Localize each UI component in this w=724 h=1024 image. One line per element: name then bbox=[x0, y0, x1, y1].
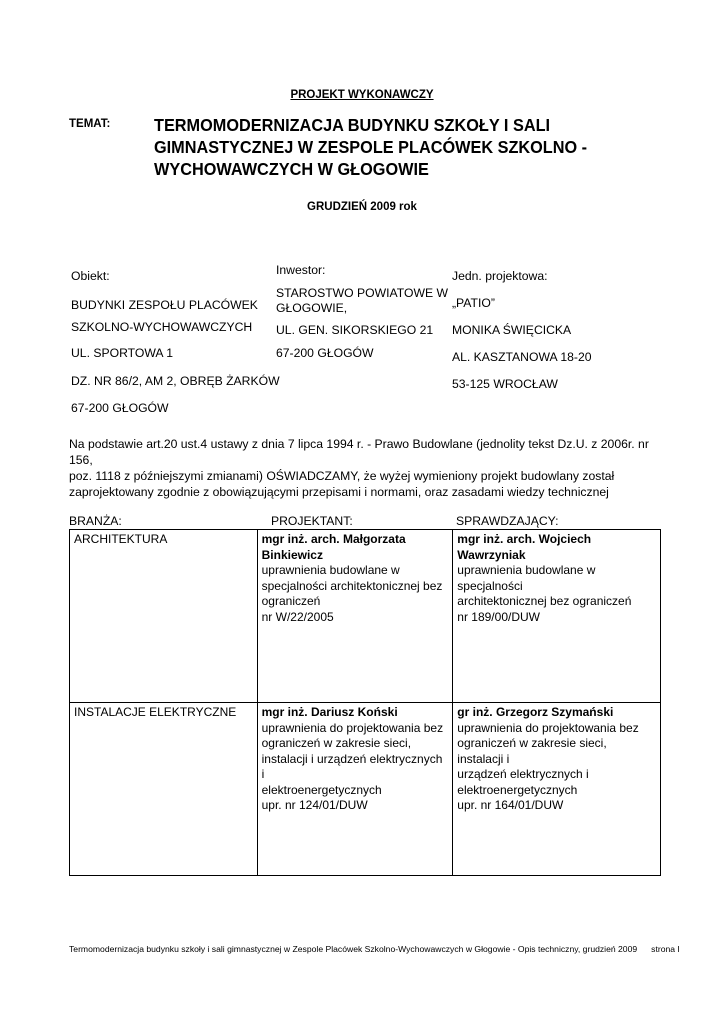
projektant-detail: elektroenergetycznych bbox=[261, 782, 382, 797]
sprawdzajacy-detail: architektonicznej bez ograniczeń bbox=[457, 594, 632, 608]
obiekt-label: Obiekt: bbox=[71, 269, 110, 283]
sprawdzajacy-name: mgr inż. arch. Wojciech Wawrzyniak bbox=[457, 532, 592, 562]
branza-label: ARCHITEKTURA bbox=[74, 532, 168, 546]
sprawdzajacy-cell bbox=[453, 530, 661, 703]
obiekt-line: 67-200 GŁOGÓW bbox=[71, 401, 169, 415]
title-line: GIMNASTYCZNEJ W ZESPOLE PLACÓWEK SZKOLNO - bbox=[154, 137, 588, 157]
branza-cell bbox=[70, 703, 258, 876]
statement-line: zaprojektowany zgodnie z obowiązującymi przepisami i normami, oraz zasadami wiedzy technicznej bbox=[69, 485, 609, 499]
sprawdzajacy-name: gr inż. Grzegorz Szymański bbox=[457, 705, 614, 719]
inwestor-line: STAROSTWO POWIATOWE W bbox=[276, 286, 448, 300]
title-line: WYCHOWAWCZYCH W GŁOGOWIE bbox=[154, 159, 429, 179]
statement-line: Na podstawie art.20 ust.4 ustawy z dnia 7 lipca 1994 r. - Prawo Budowlane (jednolity tekst Dz.U. z 2006r. nr 156, bbox=[69, 437, 649, 467]
projektant-detail: nr W/22/2005 bbox=[261, 609, 334, 624]
page-footer bbox=[69, 944, 680, 954]
page-number: strona I bbox=[651, 944, 680, 954]
jednostka-label: Jedn. projektowa: bbox=[452, 269, 548, 283]
table-row bbox=[70, 530, 661, 703]
sprawdzajacy-detail: upr. nr 164/01/DUW bbox=[457, 798, 564, 812]
sprawdzajacy-detail: urządzeń elektrycznych i bbox=[457, 767, 589, 781]
signatures-table bbox=[69, 529, 661, 876]
projektant-detail: ograniczeń bbox=[261, 594, 321, 608]
projektant-detail: upr. nr 124/01/DUW bbox=[261, 798, 368, 812]
obiekt-line: DZ. NR 86/2, AM 2, OBRĘB ŻARKÓW bbox=[71, 374, 280, 388]
sprawdzajacy-detail: uprawnienia budowlane w specjalności bbox=[457, 563, 596, 593]
projektant-detail: uprawnienia budowlane w bbox=[261, 563, 400, 577]
sprawdzajacy-detail: ograniczeń w zakresie sieci, instalacji i bbox=[457, 736, 607, 766]
header-sprawdzajacy: SPRAWDZAJĄCY: bbox=[456, 514, 559, 528]
inwestor-label: Inwestor: bbox=[276, 263, 326, 277]
jednostka-line: MONIKA ŚWIĘCICKA bbox=[452, 323, 572, 337]
obiekt-line: UL. SPORTOWA 1 bbox=[71, 346, 174, 360]
document-date: GRUDZIEŃ 2009 rok bbox=[307, 201, 417, 213]
projektant-cell bbox=[257, 530, 453, 703]
projektant-detail: uprawnienia do projektowania bez bbox=[261, 720, 444, 735]
sprawdzajacy-cell bbox=[453, 703, 661, 876]
branza-cell bbox=[70, 530, 258, 703]
header-projektant: PROJEKTANT: bbox=[271, 514, 353, 528]
jednostka-line: 53-125 WROCŁAW bbox=[452, 377, 558, 391]
header-branza: BRANŻA: bbox=[69, 514, 122, 528]
project-type: PROJEKT WYKONAWCZY bbox=[290, 89, 434, 101]
branza-label: INSTALACJE ELEKTRYCZNE bbox=[74, 705, 237, 719]
projektant-name: mgr inż. arch. Małgorzata bbox=[261, 532, 406, 546]
jednostka-line: AL. KASZTANOWA 18-20 bbox=[452, 350, 592, 364]
obiekt-line: SZKOLNO-WYCHOWAWCZYCH bbox=[71, 320, 253, 334]
projektant-detail: ograniczeń w zakresie sieci, bbox=[261, 736, 412, 750]
statement bbox=[69, 436, 669, 500]
document-title bbox=[154, 114, 591, 180]
statement-line: poz. 1118 z późniejszymi zmianami) OŚWIADCZAMY, że wyżej wymieniony projekt budowlany został bbox=[69, 469, 615, 483]
inwestor-line: 67-200 GŁOGÓW bbox=[276, 346, 374, 360]
sprawdzajacy-detail: elektroenergetycznych bbox=[457, 782, 578, 797]
sprawdzajacy-detail: nr 189/00/DUW bbox=[457, 609, 540, 624]
title-line: TERMOMODERNIZACJA BUDYNKU SZKOŁY I SALI bbox=[154, 115, 551, 135]
projektant-cell bbox=[257, 703, 453, 876]
temat-label: TEMAT: bbox=[69, 118, 111, 130]
inwestor-line: UL. GEN. SIKORSKIEGO 21 bbox=[276, 323, 434, 337]
projektant-detail: specjalności architektonicznej bez bbox=[261, 578, 443, 593]
obiekt-line: BUDYNKI ZESPOŁU PLACÓWEK bbox=[71, 298, 258, 312]
projektant-name: Binkiewicz bbox=[261, 547, 323, 562]
projektant-name: mgr inż. Dariusz Koński bbox=[261, 705, 398, 719]
jednostka-line: „PATIO” bbox=[452, 296, 495, 310]
sprawdzajacy-detail: uprawnienia do projektowania bez bbox=[457, 720, 639, 735]
projektant-detail: instalacji i urządzeń elektrycznych i bbox=[261, 751, 443, 781]
inwestor-line: GŁOGOWIE, bbox=[276, 301, 348, 315]
table-row bbox=[70, 703, 661, 876]
footer-text: Termomodernizacja budynku szkoły i sali gimnastycznej w Zespole Placówek Szkolno-Wychowawczych w Głogowie - Opis techniczny, grudzień 2009 bbox=[69, 944, 638, 954]
